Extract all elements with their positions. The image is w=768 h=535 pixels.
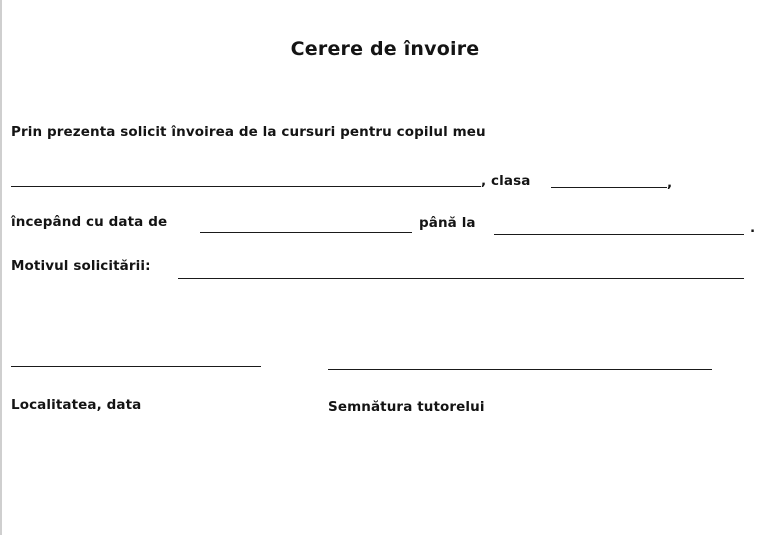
reason-label: Motivul solicitării: <box>11 258 151 274</box>
end-period: . <box>750 220 756 236</box>
child-name-line[interactable] <box>11 186 481 187</box>
class-line[interactable] <box>551 187 667 188</box>
end-date-line[interactable] <box>494 234 744 235</box>
reason-line[interactable] <box>178 278 744 279</box>
class-label: , clasa <box>481 173 531 189</box>
place-date-label: Localitatea, data <box>11 397 142 413</box>
page-edge <box>0 0 2 535</box>
class-comma: , <box>667 175 673 191</box>
place-date-line[interactable] <box>11 366 261 367</box>
signature-line[interactable] <box>328 369 712 370</box>
start-date-line[interactable] <box>200 232 412 233</box>
form-title: Cerere de învoire <box>290 38 480 60</box>
start-date-label: începând cu data de <box>11 214 168 230</box>
signature-label: Semnătura tutorelui <box>328 399 485 415</box>
end-date-label: până la <box>419 215 476 231</box>
intro-text: Prin prezenta solicit învoirea de la cursuri pentru copilul meu <box>11 124 486 140</box>
